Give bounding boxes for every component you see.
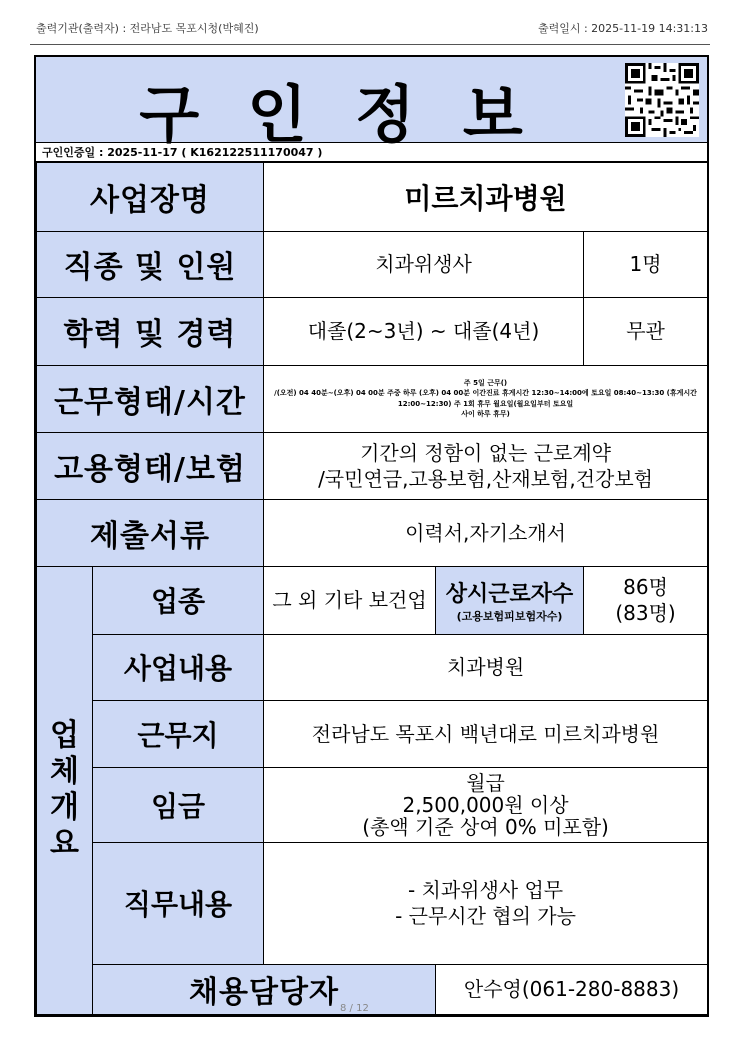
- wage-amount: 2,500,000원 이상: [402, 792, 569, 817]
- title-banner: [36, 57, 707, 151]
- wage-label: 임금: [93, 767, 264, 842]
- workplace-value: 전라남도 목포시 백년대로 미르치과병원: [264, 700, 708, 767]
- business-content-label: 사업내용: [93, 634, 264, 700]
- job-label: 직종 및 인원: [37, 231, 264, 297]
- industry-value: 그 외 기타 보건업: [264, 566, 436, 634]
- employment-label: 고용형태/보험: [37, 432, 264, 499]
- wage-note: (총액 기준 상여 0% 미포함): [362, 814, 609, 839]
- print-timestamp: 출력일시 : 2025-11-19 14:31:13: [537, 22, 708, 35]
- business-name-label: 사업장명: [37, 163, 264, 231]
- hours-line-3: 사이 하루 휴무): [461, 410, 510, 418]
- workplace-label: 근무지: [93, 700, 264, 767]
- education-label: 학력 및 경력: [37, 297, 264, 365]
- business-content-value: 치과병원: [264, 634, 708, 700]
- hours-label: 근무형태/시간: [37, 365, 264, 432]
- header-divider: [30, 44, 710, 45]
- wage-row: [37, 767, 708, 842]
- company-overview-text: 업체개요: [50, 718, 79, 861]
- wage-type: 월급: [466, 770, 505, 795]
- headcount-value: 1명: [584, 231, 708, 297]
- duties-line-2: - 근무시간 협의 가능: [395, 904, 576, 928]
- employees-count: 86명: [623, 575, 668, 599]
- employees-value: [584, 566, 708, 634]
- business-name-value: 미르치과병원: [264, 163, 708, 231]
- duties-line-1: - 치과위생사 업무: [407, 878, 564, 902]
- certification-line: 구인인증일 : 2025-11-17 ( K162122511170047 ): [36, 143, 707, 163]
- hours-line-1: 주 5일 근무(): [463, 378, 508, 387]
- employment-row: [37, 432, 708, 499]
- business-name-row: [37, 163, 708, 231]
- qr-code-icon: [625, 63, 699, 137]
- issuer-info: 출력기관(출력자) : 전라남도 목포시청(박혜진): [36, 22, 259, 35]
- job-value: 치과위생사: [264, 231, 584, 297]
- employees-label-sub: (고용보험피보험자수): [456, 609, 563, 623]
- employees-insured-count: (83명): [615, 601, 676, 625]
- education-value: 대졸(2~3년) ~ 대졸(4년): [264, 297, 584, 365]
- hours-row: [37, 365, 708, 432]
- page-title: 구인정보: [139, 78, 571, 151]
- duties-label: 직무내용: [93, 842, 264, 964]
- contact-label: 채용담당자: [93, 964, 436, 1014]
- experience-value: 무관: [584, 297, 708, 365]
- employees-label: [436, 566, 584, 634]
- contact-row: [37, 964, 708, 1014]
- employees-label-main: 상시근로자수: [445, 581, 574, 607]
- job-row: [37, 231, 708, 297]
- job-posting-form: [34, 55, 709, 1017]
- employment-line-1: 기간의 정함이 없는 근로계약: [360, 440, 611, 465]
- industry-row: [37, 566, 708, 634]
- company-overview-label: [37, 566, 93, 1014]
- employment-line-2: /국민연금,고용보험,산재보험,건강보험: [318, 466, 653, 491]
- education-row: [37, 297, 708, 365]
- employment-value: [264, 432, 708, 499]
- documents-label: 제출서류: [37, 499, 264, 566]
- workplace-row: [37, 700, 708, 767]
- duties-row: [37, 842, 708, 964]
- business-content-row: [37, 634, 708, 700]
- duties-value: [264, 842, 708, 964]
- hours-value: [264, 365, 708, 432]
- job-info-table: [36, 163, 708, 1015]
- page-number: 8 / 12: [340, 1003, 369, 1014]
- documents-value: 이력서,자기소개서: [264, 499, 708, 566]
- wage-value: [264, 767, 708, 842]
- industry-label: 업종: [93, 566, 264, 634]
- documents-row: [37, 499, 708, 566]
- hours-line-2: /(오전) 04 40분~(오후) 04 00분 주중 하루 (오후) 04 00분 이간진료 휴게시간 12:30~14:00에 토요일 08:40~13:30 (휴게시간 12:00~12:30) 주 1회 휴무 월요일(월요일부터 토요일: [274, 389, 697, 408]
- contact-value: 안수영(061-280-8883): [436, 964, 708, 1014]
